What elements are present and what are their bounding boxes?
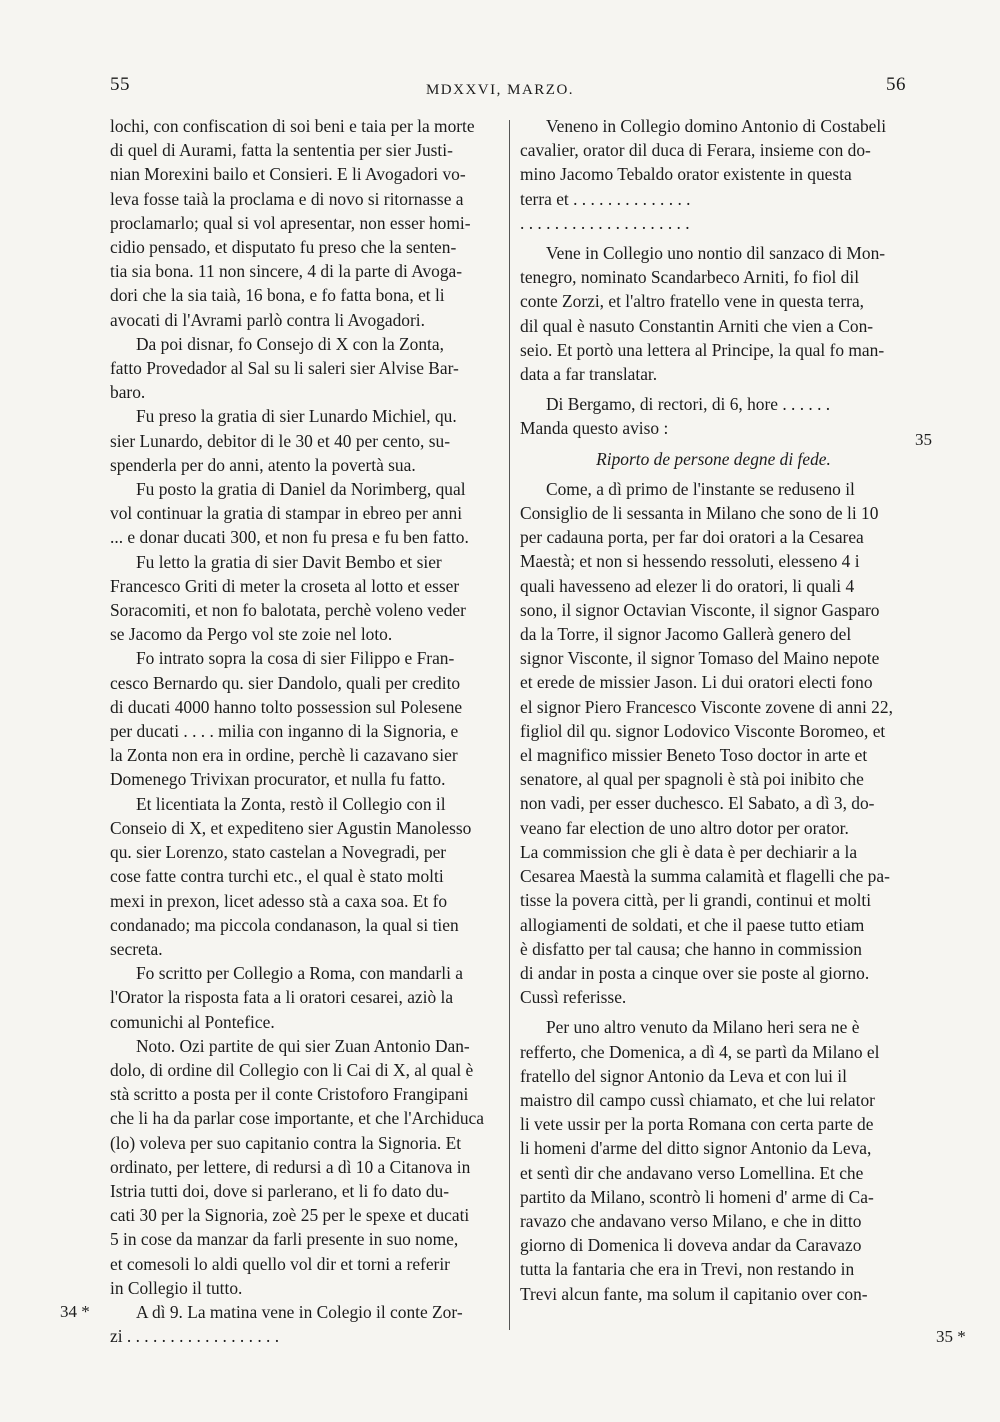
paragraph: Da poi disnar, fo Consejo di X con la Zonta, fatto Provedador al Sal su li saleri sier Alvise Bar- baro. bbox=[110, 333, 459, 403]
column-divider bbox=[509, 120, 510, 1330]
paragraph: Vene in Collegio uno nontio dil sanzaco di Mon- tenegro, nominato Scandarbeco Arniti, fo fiol dil conte Zorzi, et l'altro fratello vene in questa terra, dil qual è nasuto Constantin Arniti che vien a Con- seio. Et portò una lettera al Principe, la qual fo man- data a far translatar. bbox=[520, 243, 886, 385]
paragraph: Et licentiata la Zonta, restò il Collegio con il Conseio di X, et expediteno sier Agustin Manolesso qu. sier Lorenzo, stato castelan a Novegradi, per cose fatte contra turchi etc., el qual è stato molti mexi in prexon, licet adesso stà a caxa soa. Et fo condanado; ma piccola condanason, la qual si tien secreta. bbox=[110, 793, 472, 959]
paragraph: Come, a dì primo de l'instante se reduseno il Consiglio de li sessanta in Milano che sono de li 10 per cadauna porta, per far doi oratori a la Cesarea Maestà; et non si hessendo ressoluti, elesseno 4 i quali havesseno ad elezer li do oratori, li quali 4 sono, il signor Octavian Visconte, il signor Gasparo da la Torre, il signor Jacomo Gallerà genero del signor Visconte, il signor Tomaso del Maino nepote et erede de missier Jason. Li dui oratori electi fono el signor Piero Francesco Visconte zovene di anni 22, figliol dil qu. signor Lodovico Visconte Boromeo, et el magnifico missier Beneto Toso doctor in arte et senatore, al qual per spagnoli è stà poi inibito che non vadi, per esser duchesco. El Sabato, a dì 3, do- veano far election de uno altro dotor per orator. La commission che gli è data è per dechiarir a la Cesarea Maestà la summa calamità et flagelli che pa- tisse la povera città, per li grandi, continui et molti allogiamenti de soldati, et che il paese tutto etiam è disfatto per tal causa; che hanno in commission di andar in posta a cinque over sie poste al giorno. Cussì referisse. bbox=[520, 478, 893, 1008]
paragraph: Fu posto la gratia di Daniel da Norimberg, qual vol continuar la gratia di stampar in ebreo per anni ... e donar ducati 300, et non fu presa e fu ben fatto. bbox=[110, 479, 469, 548]
paragraph: lochi, con confiscation di soi beni e taia per la morte di quel di Aurami, fatta la sententia per sier Justi- nian Morexini bailo et Consieri. E li Avogadori vo- leva fosse taià la proclama e di novo si ritornasse a proclamarlo; qual si vol apresentar, non esser homi- cidio pensado, et disputato fu preso che la senten- tia sia bona. 11 non sincere, 4 di la parte di Avoga- dori che la sia taià, 16 bona, e fo fatta bona, et li avocati di l'Avrami parlò contra li Avogadori. bbox=[110, 116, 475, 330]
right-page-number: 56 bbox=[886, 74, 906, 95]
section-title: Riporto de persone degne di fede. bbox=[596, 448, 831, 469]
left-page-number: 55 bbox=[110, 74, 130, 95]
paragraph: Di Bergamo, di rectori, di 6, hore . . . . . . Manda questo aviso : bbox=[520, 394, 831, 439]
left-column bbox=[110, 114, 498, 1348]
margin-number-right: 35 * bbox=[936, 1327, 966, 1346]
paragraph: Per uno altro venuto da Milano heri sera ne è refferto, che Domenica, a dì 4, se partì da Milano el fratello del signor Antonio da Leva et con lui il maistro dil campo cussì chiamato, et che lui relator li vete ussir per la porta Romana con certa parte de li homeni d'arme del ditto signor Antonio da Leva, et sentì dir che andavano verso Lomellina. Et che partito da Milano, scontrò li homeni d' arme di Ca- ravazo che andavano verso Milano, e che in ditto giorno di Domenica li doveva andar da Caravazo tutta la fantaria che era in Trevi, non restando in Trevi alcun fante, ma solum il capitanio over con- bbox=[520, 1017, 880, 1304]
margin-number-left: 34 * bbox=[60, 1302, 90, 1321]
paragraph: A dì 9. La matina vene in Colegio il conte Zor- zi . . . . . . . . . . . . . . . . . . bbox=[110, 1301, 463, 1347]
right-column bbox=[520, 114, 907, 1306]
margin-line-number: 35 bbox=[915, 430, 932, 449]
paragraph: Fu letto la gratia di sier Davit Bembo et sier Francesco Griti di meter la croseta al lotto et esser Soracomiti, et non fo balotata, perchè voleno veder se Jacomo da Pergo vol ste zoie nel loto. bbox=[110, 551, 466, 645]
paragraph: Fo scritto per Collegio a Roma, con mandarli a l'Orator la risposta fata a li oratori cesarei, aziò la comunichi al Pontefice. bbox=[110, 963, 463, 1032]
paragraph: Fu preso la gratia di sier Lunardo Michiel, qu. sier Lunardo, debitor di le 30 et 40 per cento, su- spenderla per do anni, atento la povertà sua. bbox=[110, 406, 457, 475]
running-title: MDXXVI, MARZO. bbox=[425, 82, 575, 98]
paragraph: Noto. Ozi partite de qui sier Zuan Antonio Dan- dolo, di ordine dil Collegio con li Cai di X, al qual è stà scritto a posta per il conte Cristoforo Frangipani che li ha da parlar cose importante, et che l'Archiduca (lo) voleva per suo capitanio contra la Signoria. Et ordinato, per lettere, di redursi a dì 10 a Citanova in Istria tutti doi, dove si parlerano, et li fo dato du- cati 30 per la Signoria, zoè 25 per le spexe et ducati 5 in cose da manzar da farli presente in suo nome, et comesoli lo aldi quello vol dir et torni a referir in Collegio il tutto. bbox=[110, 1035, 484, 1298]
paragraph: Veneno in Collegio domino Antonio di Costabeli cavalier, orator dil duca di Ferara, insieme con do- mino Jacomo Tebaldo orator existente in questa terra et . . . . . . . . . . . . . . . . . . . . . . . . . . . . . . . . . . bbox=[520, 116, 887, 233]
paragraph: Fo intrato sopra la cosa di sier Filippo e Fran- cesco Bernardo qu. sier Dandolo, quali per credito di ducati 4000 hanno tolto possession sul Polesene per ducati . . . . milia con inganno di la Signoria, e la Zonta non era in ordine, perchè li cazavano sier Domenego Trivixan procurator, et nulla fu fatto. bbox=[110, 648, 463, 790]
